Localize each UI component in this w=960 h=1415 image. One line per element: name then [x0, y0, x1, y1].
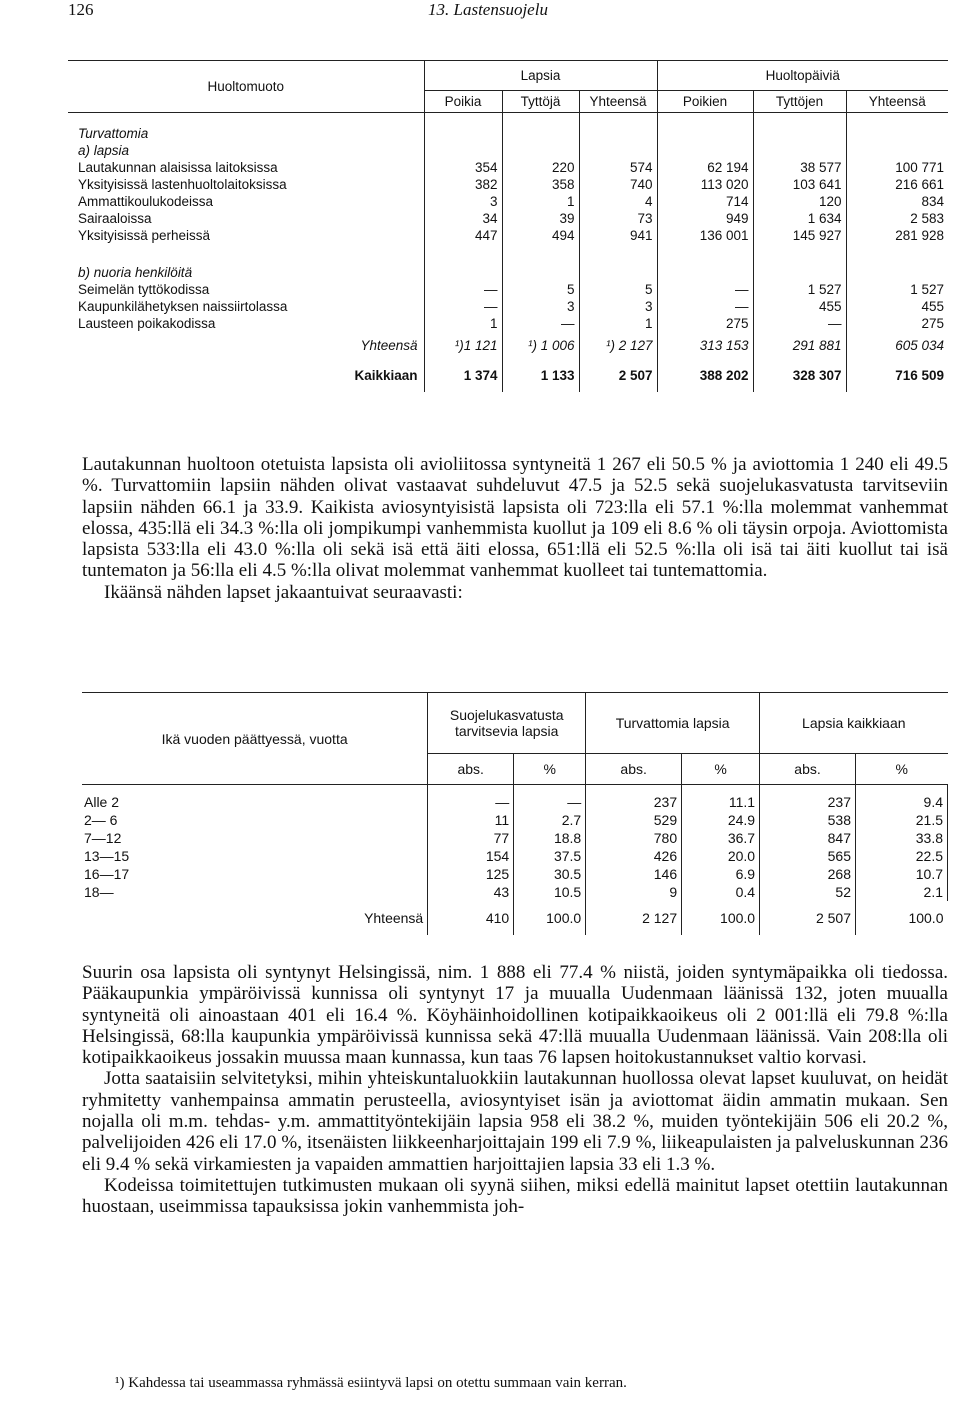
table-cell: 291 881 — [753, 332, 846, 358]
table-cell: Alle 2 — [82, 793, 428, 811]
table-cell: 3 — [579, 298, 657, 315]
table-cell: 455 — [753, 298, 846, 315]
table-cell: 62 194 — [657, 159, 753, 176]
table-cell: 103 641 — [753, 176, 846, 193]
table-cell: 275 — [921, 316, 944, 331]
table-cell: 216 661 — [895, 177, 944, 192]
table-row — [68, 281, 948, 298]
table-cell: Seimelän tyttökodissa — [68, 281, 424, 298]
col-age: Ikä vuoden päättyessä, vuotta — [82, 693, 428, 785]
table-cell: 33.8 — [856, 829, 948, 847]
paragraph: Suurin osa lapsista oli syntynyt Helsingissä, nim. 1 888 eli 77.4 % niistä, joiden syntymäpaikka oli tiedossa. Pääkaupunkia ympäröivissä kunnissa oli syntynyt 17 ja muualla Uudenmaan läänissä 132, joten muualla syntyneitä oli ainoastaan 401 eli 16.4 %. Köyhäinhoidollinen kotipaikkaoikeus oli 2 001:llä eli 79.8 %:lla Helsingissä, 68:lla kaupunkia ympäröivissä kunnissa sekä 47:llä muualla Uudenmaan läänissä. Vain 208:lla oli kotipaikkaoikeus jossakin muussa maan kunnassa, kun taas 76 lapsen hoitokustannukset valtio korvasi. — [82, 962, 948, 1069]
table-cell: 13—15 — [82, 847, 428, 865]
table-cell: 565 — [760, 847, 856, 865]
table-cell: 1 — [424, 315, 502, 332]
table-cell: 18.8 — [514, 829, 586, 847]
table-cell: — — [514, 793, 586, 811]
table-cell: 237 — [586, 793, 682, 811]
table-cell: 9.4 — [856, 793, 948, 811]
col-abs: abs. — [428, 754, 514, 785]
text-block-2 — [82, 962, 948, 1218]
table-cell: Sairaaloissa — [68, 210, 424, 227]
table-cell: 9 — [586, 883, 682, 901]
table-cell: 2 127 — [586, 901, 682, 935]
table-row — [68, 176, 948, 193]
page-number: 126 — [68, 0, 94, 19]
table-cell: 268 — [760, 865, 856, 883]
table-cell: 100 771 — [895, 160, 944, 175]
table-cell: 39 — [502, 210, 579, 227]
table-cell: 16—17 — [82, 865, 428, 883]
section-b: b) nuoria henkilöitä — [68, 264, 424, 281]
col-poikia: Poikia — [424, 91, 502, 113]
table-cell: — — [428, 793, 514, 811]
table-cell: 358 — [502, 176, 579, 193]
table-cell: 281 928 — [895, 228, 944, 243]
table-cell: 36.7 — [682, 829, 760, 847]
table-row — [68, 210, 948, 227]
table-cell: 7—12 — [82, 829, 428, 847]
table-cell: 2 507 — [579, 358, 657, 392]
table-cell: 410 — [428, 901, 514, 935]
table-cell: 780 — [586, 829, 682, 847]
table-cell: 220 — [502, 159, 579, 176]
table-cell: 275 — [657, 315, 753, 332]
table-cell: 1 527 — [910, 282, 944, 297]
grand-total-row — [68, 358, 948, 392]
col-suojelu: Suojelukasvatusta tarvitsevia lapsia — [428, 693, 586, 754]
table-cell: ¹) 1 006 — [502, 332, 579, 358]
table-cell: 77 — [428, 829, 514, 847]
table-cell: 2.7 — [514, 811, 586, 829]
table-cell: Yksityisissä lastenhuoltolaitoksissa — [68, 176, 424, 193]
table-cell: 73 — [579, 210, 657, 227]
table-cell: 24.9 — [682, 811, 760, 829]
table-cell: 740 — [579, 176, 657, 193]
table-cell: 941 — [579, 227, 657, 244]
col-tyttoja: Tyttöjä — [502, 91, 579, 113]
table-cell: 5 — [579, 281, 657, 298]
table-cell: 20.0 — [682, 847, 760, 865]
table-row — [68, 227, 948, 244]
table-cell: Ammattikoulukodeissa — [68, 193, 424, 210]
footnote: ¹) Kahdessa tai useammassa ryhmässä esiintyvä lapsi on otettu summaan vain kerran. — [115, 1375, 627, 1391]
col-abs: abs. — [760, 754, 856, 785]
table-cell: 455 — [921, 299, 944, 314]
page-header — [58, 0, 948, 22]
table-cell: 354 — [424, 159, 502, 176]
care-type-table — [68, 60, 948, 392]
col-tyttojen: Tyttöjen — [753, 91, 846, 113]
paragraph: Jotta saataisiin selvitetyksi, mihin yhteiskuntaluokkiin lautakunnan huollossa olevat lapset kuuluvat, on heidät ryhmitetty vanhempainsa ammatin perusteella, aviosyntyiset isän ja aviottomat äidin ammatin mukaan. Sen nojalla oli m.m. tehdas- y.m. ammattityöntekijäin lapsia 958 eli 38.2 %, muiden työntekijäin 506 eli 20.2 %, palvelijoiden 426 eli 17.0 %, itsenäisten liikkeenharjoittajain 199 eli 7.9 %, liikeapulaisten ja palveluskunnan 236 eli 9.4 % sekä virkamiesten ja vapaiden ammattien harjoittajien lapsia 33 eli 1.3 %. — [82, 1068, 948, 1175]
table-cell: 38 577 — [753, 159, 846, 176]
table-cell: 2 583 — [910, 211, 944, 226]
table-cell: 0.4 — [682, 883, 760, 901]
table-cell: 34 — [424, 210, 502, 227]
table-cell: 328 307 — [753, 358, 846, 392]
table-cell: ¹)1 121 — [424, 332, 502, 358]
table-cell: 3 — [502, 298, 579, 315]
table-cell: Yhteensä — [82, 901, 428, 935]
table-cell: 1 527 — [753, 281, 846, 298]
table-cell: 100.0 — [682, 901, 760, 935]
table-cell: 574 — [579, 159, 657, 176]
table-cell: 716 509 — [895, 367, 944, 383]
table-cell: 18— — [82, 883, 428, 901]
table-cell: 1 634 — [753, 210, 846, 227]
paragraph: Lautakunnan huoltoon otetuista lapsista oli avioliitossa syntyneitä 1 267 eli 50.5 % ja aviottomia 1 240 eli 49.5 %. Turvattomiin lapsiin nähden olivat vastaavat suhdeluvut 47.5 ja 52.5 sekä suojelukasvatusta tarvitseviin lapsiin nähden 66.1 ja 33.9. Kaikista aviosyntyisistä lapsista oli 723:lla eli 57.1 %:lla molemmat vanhemmat elossa, 435:llä eli 34.3 %:lla oli jompikumpi vanhemmista kuollut ja 109 eli 8.6 % oli täysin orpoja. Aviottomista lapsista 533:lla eli 43.0 %:lla oli sekä isä että äiti elossa, 651:llä eli 52.5 %:lla oli isä tai äiti kuollut tai isä tuntematon ja 56:lla eli 4.5 %:lla olivat molemmat vanhemmat kuolleet tai tuntemattomia. — [82, 454, 948, 582]
table-cell: 538 — [760, 811, 856, 829]
table-cell: 529 — [586, 811, 682, 829]
table-cell: — — [424, 281, 502, 298]
col-yhteensa-days: Yhteensä — [846, 91, 948, 113]
table-cell: 136 001 — [657, 227, 753, 244]
table-row — [68, 298, 948, 315]
table-cell: 6.9 — [682, 865, 760, 883]
table-cell: Kaupunkilähetyksen naissiirtolassa — [68, 298, 424, 315]
table-cell: 1 — [502, 193, 579, 210]
col-pct: % — [856, 754, 948, 785]
col-pct: % — [682, 754, 760, 785]
col-turvattomia: Turvattomia lapsia — [586, 693, 760, 754]
table-row — [68, 193, 948, 210]
table-cell: Lausteen poikakodissa — [68, 315, 424, 332]
table-cell: 426 — [586, 847, 682, 865]
table-cell: — — [657, 281, 753, 298]
table-cell: 100.0 — [908, 910, 944, 926]
col-yhteensa: Yhteensä — [579, 91, 657, 113]
table-cell: 22.5 — [856, 847, 948, 865]
col-huoltopaivia: Huoltopäiviä — [657, 61, 948, 91]
table-cell: 1 133 — [502, 358, 579, 392]
table-cell: 43 — [428, 883, 514, 901]
table-cell: 2 507 — [760, 901, 856, 935]
table-cell: 949 — [657, 210, 753, 227]
table-row — [68, 159, 948, 176]
table-cell: 113 020 — [657, 176, 753, 193]
text-block-1 — [82, 454, 948, 603]
table-cell: 313 153 — [657, 332, 753, 358]
age-table — [82, 692, 948, 935]
total-row — [68, 332, 948, 358]
table-cell: 146 — [586, 865, 682, 883]
table-cell: 11 — [428, 811, 514, 829]
table-cell: 3 — [424, 193, 502, 210]
table-cell: 5 — [502, 281, 579, 298]
table-cell: 10.7 — [856, 865, 948, 883]
table-cell: 21.5 — [856, 811, 948, 829]
table-row — [82, 847, 948, 865]
paragraph: Kodeissa toimitettujen tutkimusten mukaan oli syynä siihen, miksi edellä mainitut lapset otettiin lautakunnan huostaan, useimmissa tapauksissa jokin vanhemmista joh- — [82, 1174, 948, 1218]
table-cell: 125 — [428, 865, 514, 883]
table-cell: 10.5 — [514, 883, 586, 901]
table-cell: — — [502, 315, 579, 332]
table-cell: 52 — [760, 883, 856, 901]
table-cell: 714 — [657, 193, 753, 210]
table-cell: 2.1 — [856, 883, 948, 901]
table-row — [82, 811, 948, 829]
table-row — [82, 883, 948, 901]
table-cell: 605 034 — [895, 337, 944, 353]
col-poikien: Poikien — [657, 91, 753, 113]
table-row — [68, 315, 948, 332]
table-cell: 1 — [579, 315, 657, 332]
table-cell: — — [753, 315, 846, 332]
paragraph: Ikäänsä nähden lapset jakaantuivat seuraavasti: — [104, 581, 463, 603]
table-row — [82, 793, 948, 811]
table-cell: 2— 6 — [82, 811, 428, 829]
table-cell: 154 — [428, 847, 514, 865]
col-lapsia: Lapsia — [424, 61, 657, 91]
chapter-title: 13. Lastensuojelu — [428, 0, 548, 19]
col-huoltomuoto: Huoltomuoto — [68, 61, 424, 113]
table-cell: Lautakunnan alaisissa laitoksissa — [68, 159, 424, 176]
col-pct: % — [514, 754, 586, 785]
table-cell: 388 202 — [657, 358, 753, 392]
table-cell: 1 374 — [424, 358, 502, 392]
table-row — [82, 829, 948, 847]
table-cell: 11.1 — [682, 793, 760, 811]
table-cell: — — [424, 298, 502, 315]
section-title: Turvattomia — [68, 125, 424, 142]
table-cell: 494 — [502, 227, 579, 244]
table-cell: Yhteensä — [68, 332, 424, 358]
section-a: a) lapsia — [68, 142, 424, 159]
table-cell: 4 — [579, 193, 657, 210]
table-cell: 30.5 — [514, 865, 586, 883]
table-cell: 120 — [753, 193, 846, 210]
table-cell: 847 — [760, 829, 856, 847]
table-cell: Kaikkiaan — [68, 358, 424, 392]
table-cell: 145 927 — [753, 227, 846, 244]
table-cell: 834 — [921, 194, 944, 209]
table-cell: 37.5 — [514, 847, 586, 865]
table-cell: 382 — [424, 176, 502, 193]
table-cell: Yksityisissä perheissä — [68, 227, 424, 244]
table-cell: ¹) 2 127 — [579, 332, 657, 358]
table-row — [82, 865, 948, 883]
table-cell: 447 — [424, 227, 502, 244]
total-row — [82, 901, 948, 935]
table-cell: 100.0 — [514, 901, 586, 935]
table-cell: — — [657, 298, 753, 315]
table-cell: 237 — [760, 793, 856, 811]
col-abs: abs. — [586, 754, 682, 785]
col-kaikkiaan: Lapsia kaikkiaan — [760, 693, 948, 754]
